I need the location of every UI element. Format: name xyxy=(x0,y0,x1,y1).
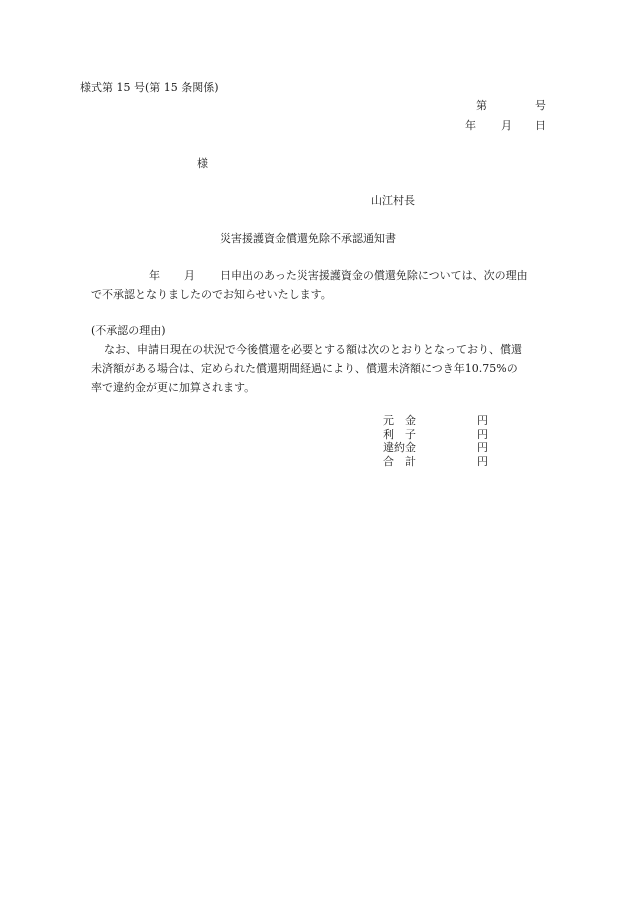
issuer-name: 山江村長 xyxy=(371,194,415,207)
date-month: 月 xyxy=(501,119,512,132)
amount-label-penalty: 違約金 xyxy=(383,441,416,454)
reason-heading: (不承認の理由) xyxy=(91,324,166,337)
notice-line-1: 日申出のあった災害援護資金の償還免除については、次の理由 xyxy=(220,269,528,282)
amount-unit-penalty: 円 xyxy=(477,441,488,454)
amount-label-principal: 元 金 xyxy=(383,414,416,427)
addressee-honorific: 様 xyxy=(197,157,208,170)
amount-unit-total: 円 xyxy=(477,455,488,468)
date-day: 日 xyxy=(535,119,546,132)
amount-label-total: 合 計 xyxy=(383,455,416,468)
form-number: 様式第 15 号(第 15 条関係) xyxy=(80,81,219,94)
reason-line-3: 率で違約金が更に加算されます。 xyxy=(91,381,256,394)
reason-line-1: なお、申請日現在の状況で今後償還を必要とする額は次のとおりとなっており、償還 xyxy=(104,343,522,356)
date-year: 年 xyxy=(465,119,476,132)
notice-year: 年 xyxy=(149,269,160,282)
doc-number-prefix: 第 xyxy=(476,99,487,112)
amount-unit-principal: 円 xyxy=(477,414,488,427)
notice-line-2: で不承認となりましたのでお知らせいたします。 xyxy=(91,288,332,301)
amount-label-interest: 利 子 xyxy=(383,428,416,441)
document-title: 災害援護資金償還免除不承認通知書 xyxy=(220,232,396,245)
notice-month: 月 xyxy=(184,269,195,282)
doc-number-suffix: 号 xyxy=(535,99,546,112)
reason-line-2: 未済額がある場合は、定められた償還期間経過により、償還未済額につき年10.75%の xyxy=(91,362,518,375)
amount-unit-interest: 円 xyxy=(477,428,488,441)
